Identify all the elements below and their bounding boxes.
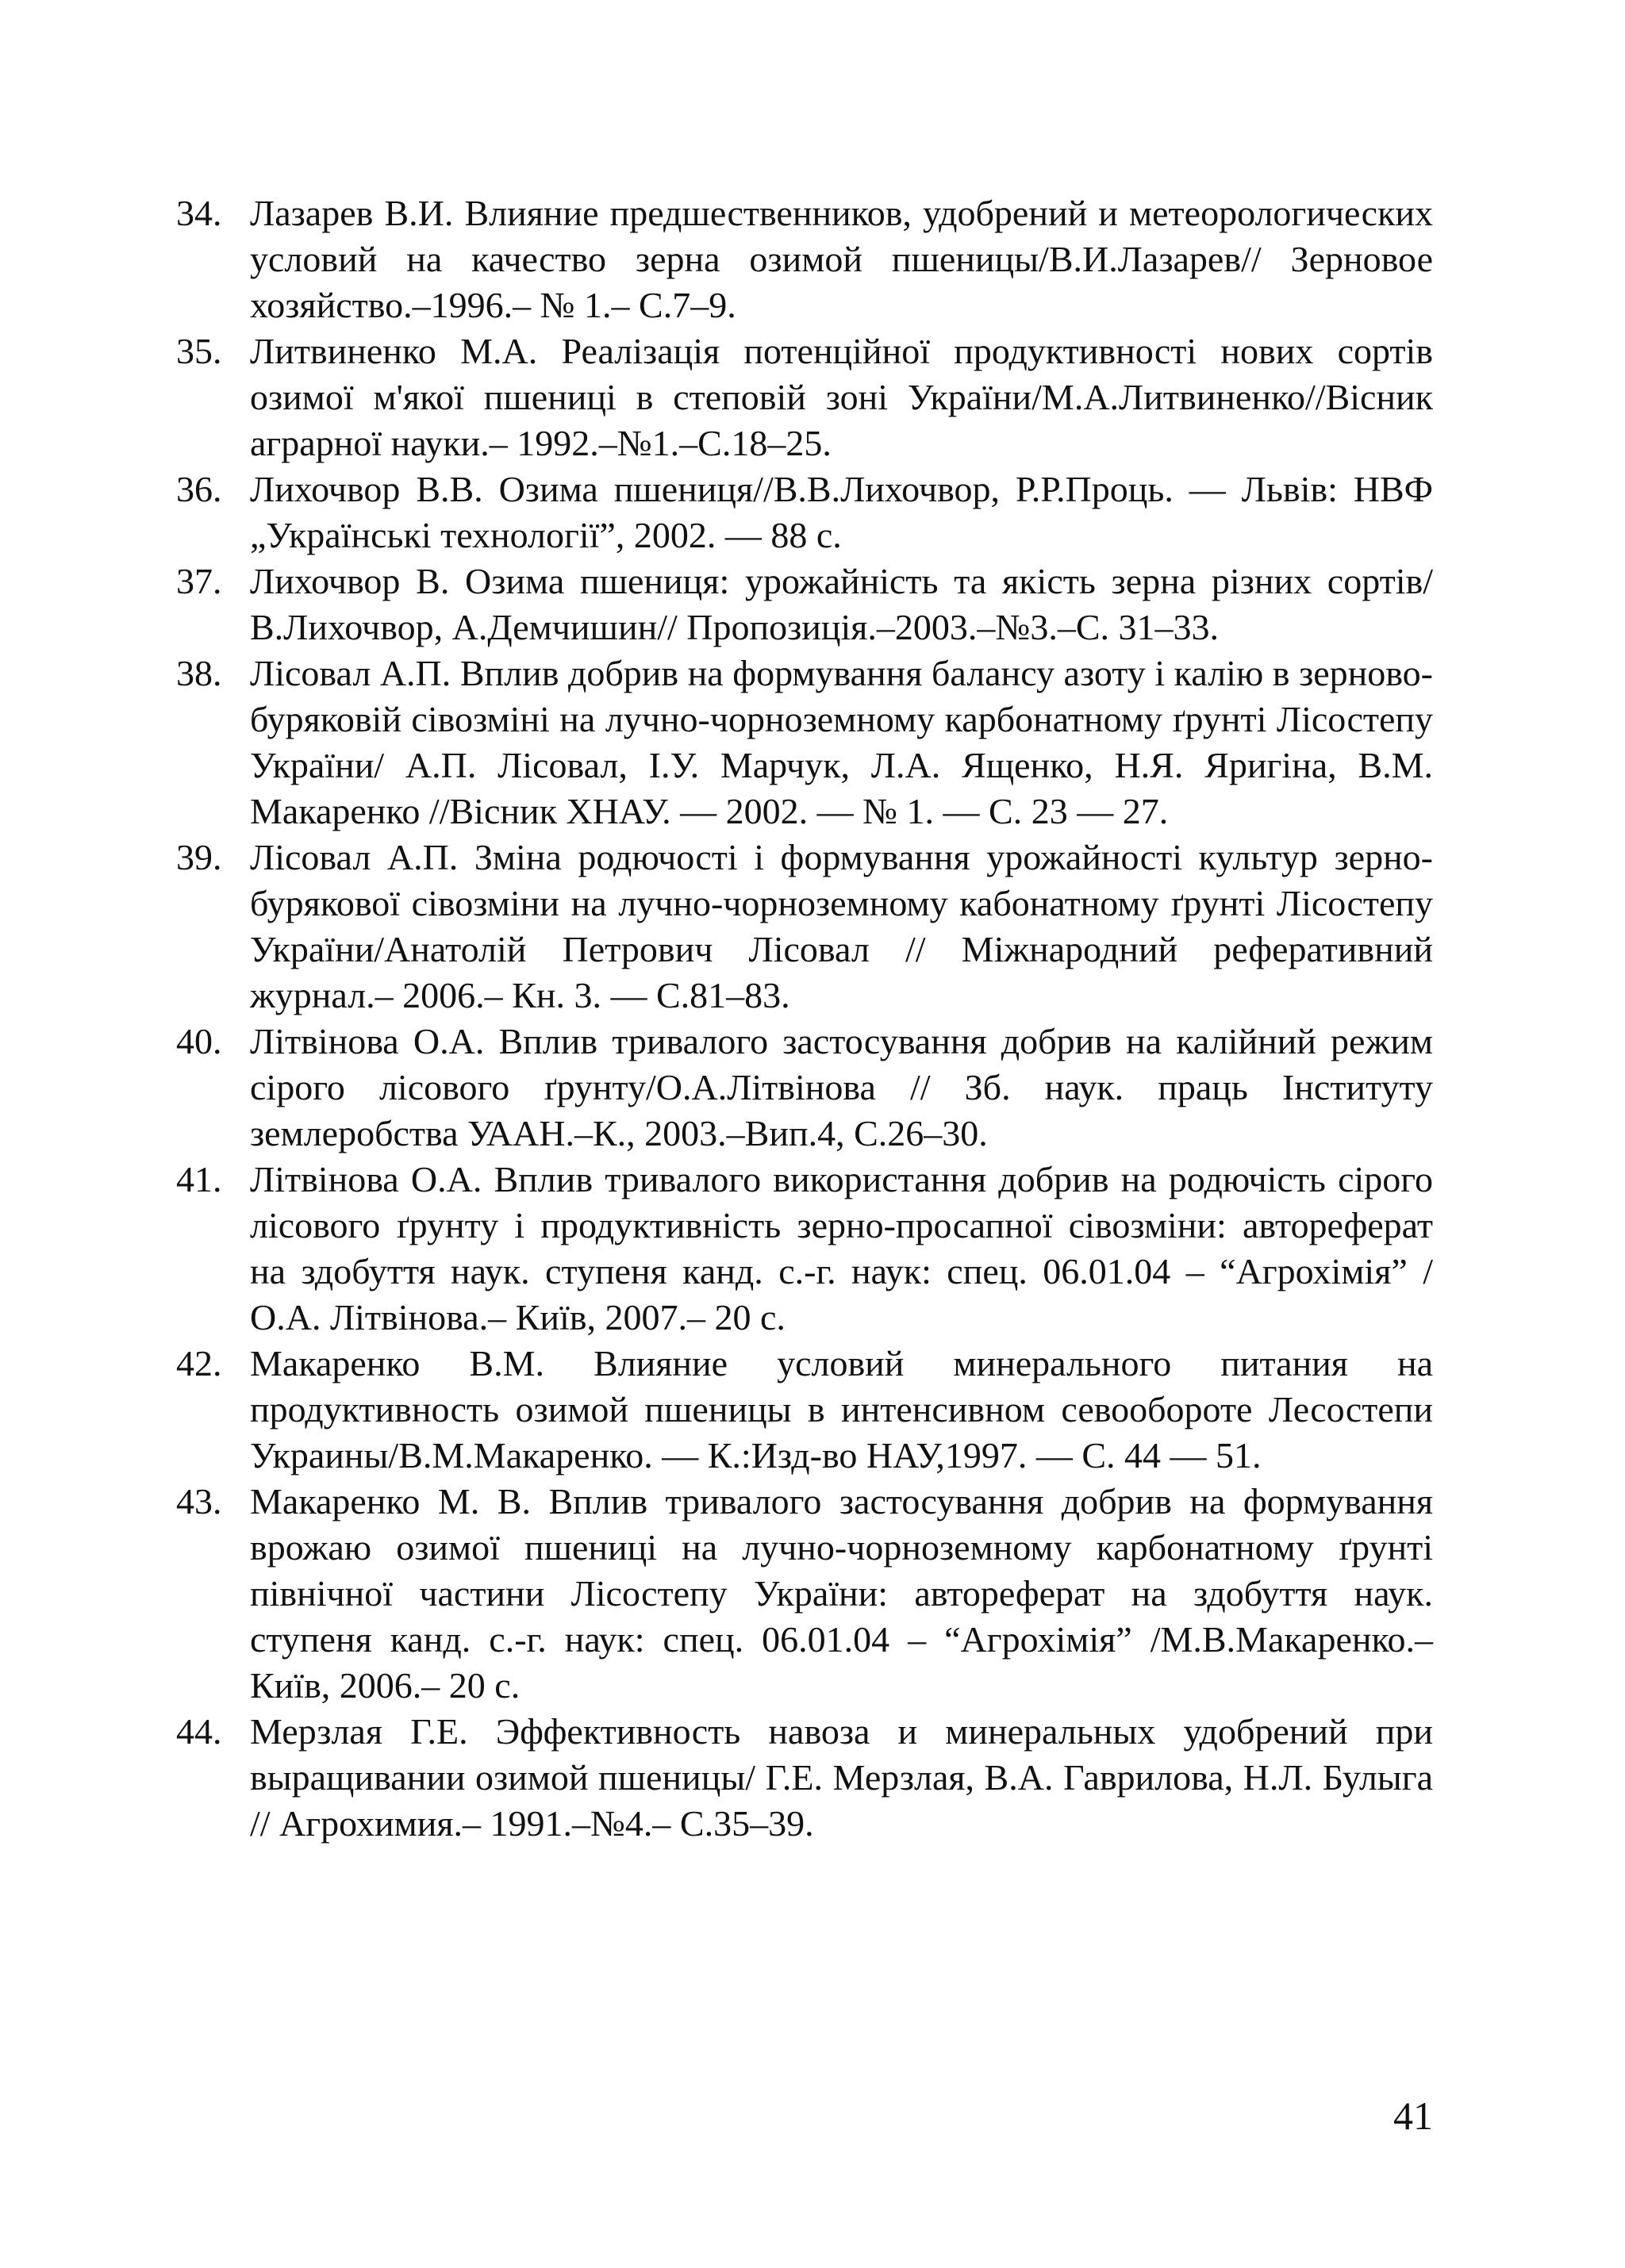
reference-number: 42. bbox=[176, 1343, 222, 1383]
reference-item bbox=[176, 1157, 1433, 1341]
reference-text: Лихочвор В.В. Озима пшениця//В.В.Лихочвор, Р.Р.Проць. — Львів: НВФ „Українські технології”, 2002. — 88 с. bbox=[250, 469, 1433, 555]
reference-item bbox=[176, 835, 1433, 1019]
reference-text: Макаренко М. В. Вплив тривалого застосування добрив на формування врожаю озимої пшениці на лучно-чорноземному карбонатному ґрунті північної частини Лісостепу України: автореферат на здобуття наук. ступеня канд. с.-г. наук: спец. 06.01.04 – “Агрохімія” /М.В.Макаренко.– Київ, 2006.– 20 с. bbox=[250, 1481, 1433, 1706]
reference-item bbox=[176, 466, 1433, 558]
reference-item bbox=[176, 190, 1433, 328]
page-number: 41 bbox=[1393, 2093, 1433, 2138]
reference-text: Лазарев В.И. Влияние предшественников, удобрений и метеорологических условий на качество зерна озимой пшеницы/В.И.Лазарев// Зерновое хозяйство.–1996.– № 1.– С.7–9. bbox=[250, 193, 1433, 325]
reference-text: Літвінова О.А. Вплив тривалого використання добрив на родючість сірого лісового ґрунту і продуктивність зерно-просапної сівозміни: автореферат на здобуття наук. ступеня канд. с.-г. наук: спец. 06.01.04 – “Агрохімія” /О.А. Літвінова.– Київ, 2007.– 20 с. bbox=[250, 1159, 1433, 1337]
reference-text: Літвінова О.А. Вплив тривалого застосування добрив на калійний режим сірого лісового ґрунту/О.А.Літвінова // Зб. наук. праць Інституту землеробства УААН.–К., 2003.–Вип.4, С.26–30. bbox=[250, 1021, 1433, 1153]
reference-number: 38. bbox=[176, 653, 222, 693]
reference-text: Литвиненко М.А. Реалізація потенційної продуктивності нових сортів озимої м'якої пшениці в степовій зоні України/М.А.Литвиненко//Вісник аграрної науки.– 1992.–№1.–С.18–25. bbox=[250, 331, 1433, 463]
reference-text: Лісовал А.П. Зміна родючості і формування урожайності культур зерно-бурякової сівозміни на лучно-чорноземному кабонатному ґрунті Лісостепу України/Анатолій Петрович Лісовал // Міжнародний реферативний журнал.– 2006.– Кн. 3. — С.81–83. bbox=[250, 837, 1433, 1015]
reference-item bbox=[176, 1709, 1433, 1847]
reference-item bbox=[176, 650, 1433, 835]
reference-number: 35. bbox=[176, 331, 222, 371]
reference-list bbox=[176, 190, 1433, 1847]
reference-item bbox=[176, 1019, 1433, 1157]
reference-number: 44. bbox=[176, 1711, 222, 1752]
reference-number: 34. bbox=[176, 193, 222, 233]
reference-number: 40. bbox=[176, 1021, 222, 1061]
reference-item bbox=[176, 558, 1433, 650]
reference-item bbox=[176, 1341, 1433, 1479]
reference-number: 36. bbox=[176, 469, 222, 509]
reference-number: 37. bbox=[176, 561, 222, 601]
reference-text: Лісовал А.П. Вплив добрив на формування балансу азоту і калію в зерново-буряковій сівозміні на лучно-чорноземному карбонатному ґрунті Лісостепу України/ А.П. Лісовал, І.У. Марчук, Л.А. Ященко, Н.Я. Яригіна, В.М. Макаренко //Вісник ХНАУ. — 2002. — № 1. — С. 23 — 27. bbox=[250, 653, 1433, 831]
reference-number: 41. bbox=[176, 1159, 222, 1199]
reference-text: Макаренко В.М. Влияние условий минерального питания на продуктивность озимой пшеницы в интенсивном севообороте Лесостепи Украины/В.М.Макаренко. — К.:Изд-во НАУ,1997. — С. 44 — 51. bbox=[250, 1343, 1433, 1476]
reference-text: Мерзлая Г.Е. Эффективность навоза и минеральных удобрений при выращивании озимой пшеницы/ Г.Е. Мерзлая, В.А. Гаврилова, Н.Л. Булыга // Агрохимия.– 1991.–№4.– С.35–39. bbox=[250, 1711, 1433, 1844]
reference-number: 43. bbox=[176, 1481, 222, 1522]
reference-item bbox=[176, 328, 1433, 466]
reference-item bbox=[176, 1479, 1433, 1709]
reference-number: 39. bbox=[176, 837, 222, 877]
reference-text: Лихочвор В. Озима пшениця: урожайність та якість зерна різних сортів/В.Лихочвор, А.Демчишин// Пропозиція.–2003.–№3.–С. 31–33. bbox=[250, 561, 1433, 647]
